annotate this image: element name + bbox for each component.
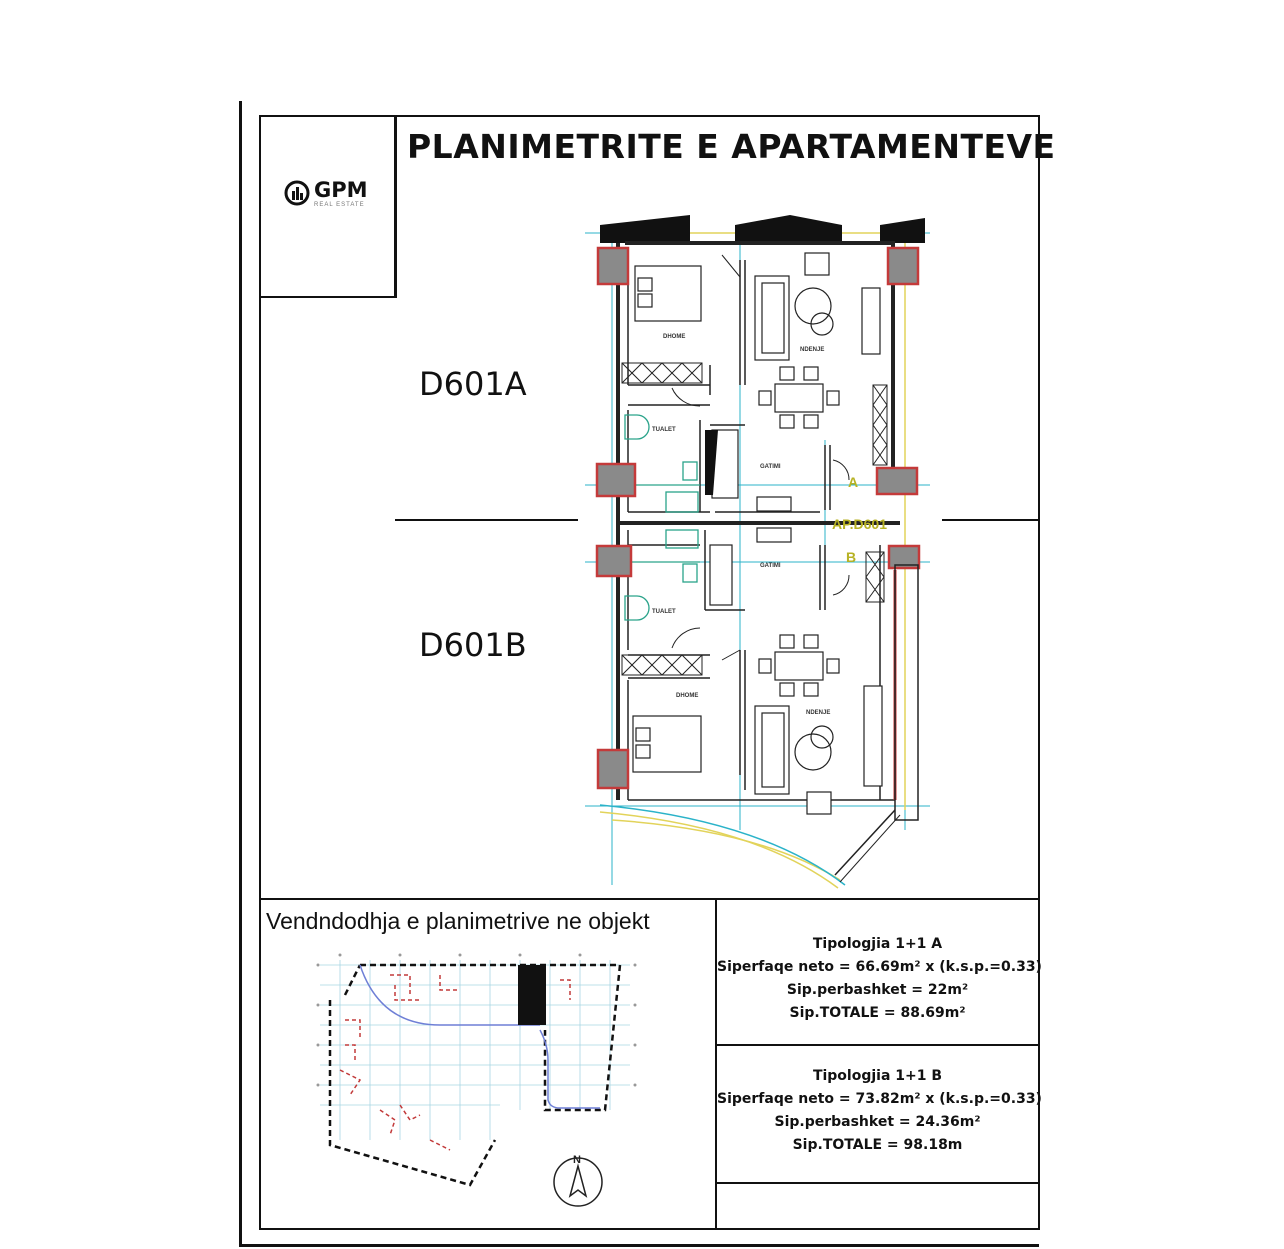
building-icon: [284, 180, 310, 206]
highlighted-unit: [518, 965, 546, 1025]
typology-a-block: [717, 933, 1042, 1025]
room-kitchen-a: GATIMI: [760, 464, 781, 470]
floor-plan: [580, 205, 940, 890]
page-title: PLANIMETRITE E APARTAMENTEVE: [407, 127, 1056, 166]
roof-blocks: [600, 215, 925, 243]
typology-a-total: Sip.TOTALE = 88.69m²: [789, 1005, 966, 1021]
typology-b-net: Siperfaqe neto = 73.82m² x (k.s.p.=0.33): [717, 1091, 1042, 1107]
room-toilet-a: TUALET: [652, 427, 676, 433]
location-title: Vendndodhja e planimetrive ne objekt: [266, 908, 650, 934]
site-plan: [312, 945, 642, 1166]
logo: [284, 180, 368, 208]
typology-a-net: Siperfaqe neto = 66.69m² x (k.s.p.=0.33): [717, 959, 1042, 975]
room-toilet-b: TUALET: [652, 609, 676, 615]
unit-marker-a: A: [848, 474, 859, 490]
typology-a-shared: Sip.perbashket = 22m²: [786, 982, 969, 998]
logo-brand: GPM: [314, 178, 368, 202]
typology-b-shared: Sip.perbashket = 24.36m²: [774, 1114, 981, 1130]
unit-separator-right: [942, 519, 1040, 521]
typology-b-name: Tipologjia 1+1 B: [812, 1068, 943, 1084]
sheet-left-edge: [239, 101, 242, 1247]
sheet-bottom-edge: [239, 1244, 1039, 1247]
typology-b-block: [717, 1065, 1042, 1157]
typology-b-total: Sip.TOTALE = 98.18m: [792, 1137, 963, 1153]
unit-marker-b: B: [846, 549, 857, 565]
room-bedroom-a: DHOME: [663, 334, 686, 340]
title-divider: [395, 115, 397, 298]
room-living-b: NDENJE: [806, 710, 831, 716]
apartment-code: AP.D601: [832, 516, 888, 532]
room-living-a: NDENJE: [800, 347, 825, 353]
typology-a-name: Tipologjia 1+1 A: [812, 936, 943, 952]
room-kitchen-b: GATIMI: [760, 563, 781, 569]
unit-label-a: D601A: [419, 365, 527, 403]
unit-label-b: D601B: [419, 626, 527, 664]
unit-separator-left: [395, 519, 578, 521]
room-bedroom-b: DHOME: [676, 693, 699, 699]
table-divider-1: [715, 1044, 1040, 1046]
bottom-divider: [259, 898, 1040, 900]
logo-tagline: REAL ESTATE: [314, 202, 365, 208]
north-label: N: [573, 1154, 581, 1166]
table-divider-2: [715, 1182, 1040, 1184]
